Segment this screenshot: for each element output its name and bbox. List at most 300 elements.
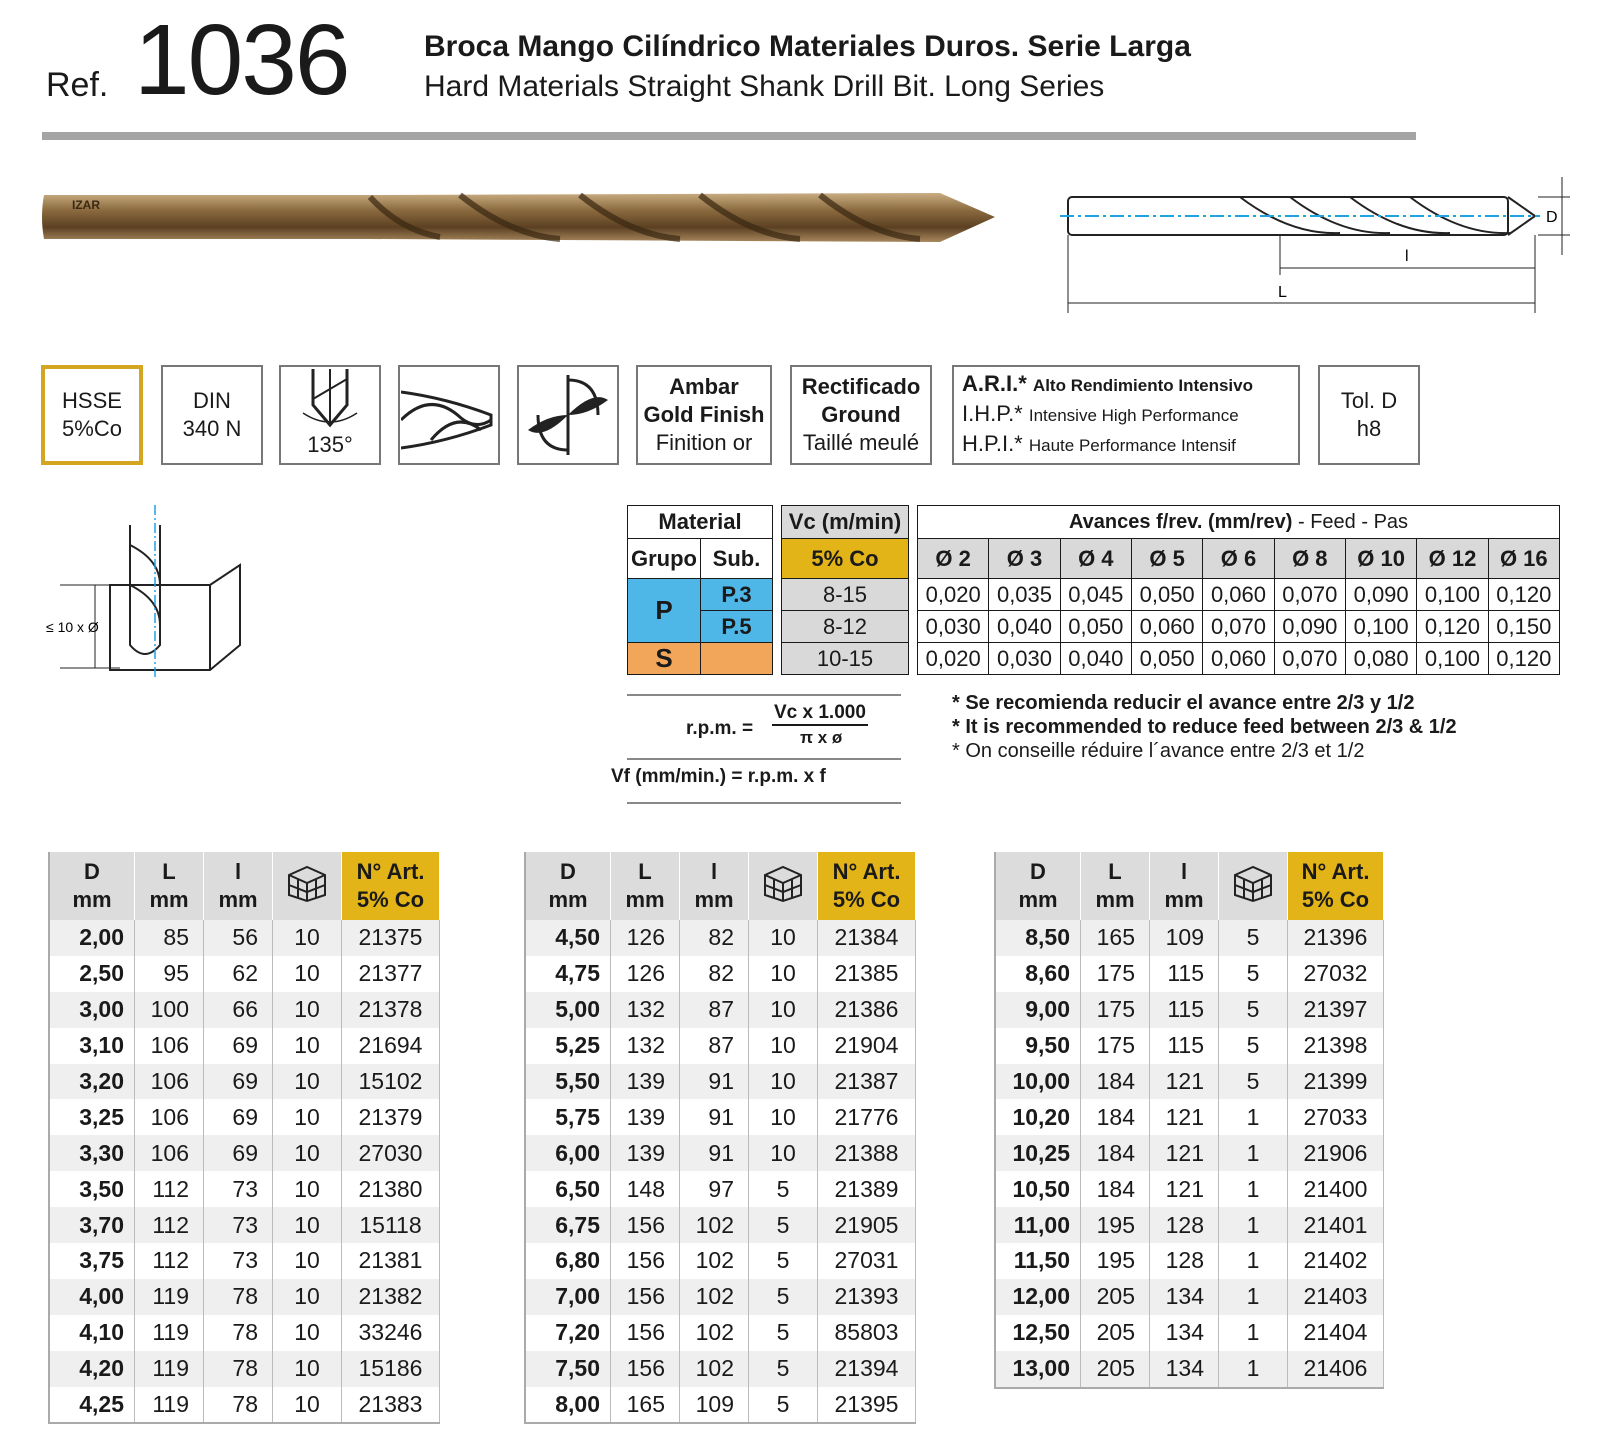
total-length-cell: 205 [1081,1351,1150,1388]
diameter-cell: 3,25 [49,1099,135,1135]
diameter-header: Ø 6 [1203,539,1274,579]
total-length-cell: 165 [611,1387,680,1424]
diameter-cell: 9,50 [995,1028,1081,1064]
total-length-cell: 156 [611,1351,680,1387]
table-row [49,1171,440,1207]
diameter-cell: 11,00 [995,1207,1081,1243]
flute-length-cell: 134 [1150,1279,1219,1315]
diameter-header: Ø 2 [918,539,989,579]
article-number-cell: 15102 [342,1064,440,1100]
pack-qty-cell: 10 [273,920,342,956]
ihp-abbr: I.H.P.* [962,401,1023,426]
table-row [49,1207,440,1243]
article-number-cell: 21404 [1288,1315,1384,1351]
ari-line [962,370,1253,400]
article-number-cell: 21379 [342,1099,440,1135]
feed-value: 0,040 [989,611,1060,643]
rpm-label: r.p.m. = [686,718,754,739]
diameter-cell: 6,00 [525,1135,611,1171]
ref-label: Ref. [46,66,109,104]
diameter-cell: 4,50 [525,920,611,956]
pack-qty-cell: 10 [749,1099,818,1135]
total-length-cell: 175 [1081,992,1150,1028]
article-number-cell: 21393 [818,1279,916,1315]
ari-text: Alto Rendimiento Intensivo [1032,376,1253,395]
dimensions-table-2 [524,852,916,1424]
article-number-cell: 21905 [818,1207,916,1243]
feature-ground [790,365,932,465]
diameter-cell: 3,50 [49,1171,135,1207]
flute-length-cell: 82 [680,956,749,992]
feature-finish [636,365,772,465]
dimensions-table-3 [994,852,1384,1389]
article-number-cell: 21394 [818,1351,916,1387]
total-length-cell: 184 [1081,1135,1150,1171]
table-row [49,1243,440,1279]
dim-l-label: l [1405,248,1409,265]
feed-value: 0,100 [1417,643,1488,675]
feature-angle-label: 135° [307,432,353,457]
table-row [525,1171,916,1207]
dims-header-art-line: N° Art. [356,859,425,884]
pack-qty-cell: 10 [749,992,818,1028]
feed-rate-table [917,505,1560,675]
table-row [525,1279,916,1315]
dims-header-d-line: D [84,859,100,884]
article-number-cell: 21386 [818,992,916,1028]
feature-tol-line2: h8 [1356,416,1382,441]
diameter-cell: 7,20 [525,1315,611,1351]
pack-qty-cell: 10 [273,1243,342,1279]
total-length-cell: 132 [611,1028,680,1064]
dim-d-label: D [1546,209,1558,226]
diameter-header: Ø 12 [1417,539,1488,579]
flute-length-cell: 134 [1150,1315,1219,1351]
ihp-line [962,400,1239,430]
diameter-cell: 2,00 [49,920,135,956]
pack-qty-cell: 10 [273,1171,342,1207]
drill-brand: IZAR [72,198,100,212]
dims-header-art-line: 5% Co [356,887,425,912]
table-row [525,992,916,1028]
feed-value: 0,035 [989,579,1060,611]
formula-rule-top [627,694,901,696]
dims-header-l [1150,852,1219,920]
article-number-cell: 21904 [818,1028,916,1064]
package-icon [761,863,805,903]
article-number-cell: 21403 [1288,1279,1384,1315]
dims-header-L-line: L [638,859,652,884]
hpi-line [962,430,1236,460]
article-number-cell: 33246 [342,1315,440,1351]
feed-value: 0,070 [1274,579,1345,611]
dims-header-l [680,852,749,920]
total-length-cell: 156 [611,1315,680,1351]
table-row [49,1135,440,1171]
article-number-cell: 21399 [1288,1064,1384,1100]
total-length-cell: 148 [611,1171,680,1207]
total-length-cell: 106 [135,1135,204,1171]
feed-value: 0,060 [1203,643,1274,675]
group-s: S [628,643,701,675]
package-icon [285,863,329,903]
feature-finish-es: Ambar [669,374,739,399]
table-row [525,1028,916,1064]
feed-value: 0,070 [1274,643,1345,675]
vc-sub-header: 5% Co [782,539,909,579]
feed-value: 0,040 [1060,643,1131,675]
table-row [49,1351,440,1387]
table-row [49,956,440,992]
pack-qty-cell: 10 [273,1064,342,1100]
pack-qty-cell: 1 [1219,1135,1288,1171]
feed-value: 0,150 [1488,611,1559,643]
pack-qty-cell: 5 [749,1243,818,1279]
total-length-cell: 139 [611,1064,680,1100]
diameter-cell: 10,20 [995,1099,1081,1135]
article-number-cell: 21694 [342,1028,440,1064]
article-number-cell: 27033 [1288,1099,1384,1135]
flute-length-cell: 73 [204,1207,273,1243]
total-length-cell: 126 [611,920,680,956]
diameter-cell: 3,10 [49,1028,135,1064]
article-number-cell: 21389 [818,1171,916,1207]
dims-header-box [273,852,342,920]
diameter-cell: 5,00 [525,992,611,1028]
total-length-cell: 184 [1081,1064,1150,1100]
pack-qty-cell: 1 [1219,1243,1288,1279]
feature-cross-section [517,365,619,465]
dims-header-d-line: mm [1018,887,1058,912]
diameter-header: Ø 10 [1345,539,1416,579]
flute-length-cell: 115 [1150,1028,1219,1064]
dims-header-l [204,852,273,920]
total-length-cell: 119 [135,1387,204,1424]
feed-value: 0,050 [1131,643,1202,675]
diameter-cell: 9,00 [995,992,1081,1028]
twist-flute-icon [401,370,497,460]
feed-value: 0,050 [1131,579,1202,611]
pack-qty-cell: 10 [273,1099,342,1135]
table-row [49,1387,440,1424]
article-number-cell: 21397 [1288,992,1384,1028]
feed-value: 0,080 [1345,643,1416,675]
total-length-cell: 106 [135,1028,204,1064]
pack-qty-cell: 10 [749,1064,818,1100]
flute-length-cell: 73 [204,1171,273,1207]
pack-qty-cell: 1 [1219,1315,1288,1351]
pack-qty-cell: 5 [1219,956,1288,992]
total-length-cell: 175 [1081,1028,1150,1064]
dims-header-L-line: mm [1095,887,1135,912]
pack-qty-cell: 5 [1219,992,1288,1028]
flute-length-cell: 78 [204,1315,273,1351]
article-number-cell: 21401 [1288,1207,1384,1243]
dims-header-L-line: L [162,859,176,884]
drill-cross-section-icon [523,370,613,460]
total-length-cell: 205 [1081,1279,1150,1315]
table-row [995,1099,1384,1135]
feed-value: 0,120 [1488,643,1559,675]
flute-length-cell: 109 [680,1387,749,1424]
total-length-cell: 106 [135,1099,204,1135]
total-length-cell: 175 [1081,956,1150,992]
pack-qty-cell: 5 [749,1171,818,1207]
pack-qty-cell: 10 [749,1135,818,1171]
pack-qty-cell: 10 [749,920,818,956]
feed-value: 0,030 [918,611,989,643]
diameter-cell: 7,00 [525,1279,611,1315]
table-row [49,1099,440,1135]
pack-qty-cell: 5 [1219,920,1288,956]
table-row [525,920,916,956]
feed-value: 0,050 [1060,611,1131,643]
article-number-cell: 21378 [342,992,440,1028]
dims-header-art [1288,852,1384,920]
feed-value: 0,020 [918,579,989,611]
flute-length-cell: 78 [204,1387,273,1424]
formula-rule-mid [627,758,901,760]
pack-qty-cell: 1 [1219,1351,1288,1388]
diameter-cell: 11,50 [995,1243,1081,1279]
feed-value: 0,045 [1060,579,1131,611]
diameter-cell: 4,75 [525,956,611,992]
feed-header-avances: Avances [1068,510,1151,533]
pack-qty-cell: 5 [749,1351,818,1387]
dims-header-box [1219,852,1288,920]
dims-header-d [525,852,611,920]
formula-rule-bottom [627,802,901,804]
diameter-cell: 6,75 [525,1207,611,1243]
flute-length-cell: 121 [1150,1135,1219,1171]
total-length-cell: 156 [611,1243,680,1279]
feed-value: 0,100 [1417,579,1488,611]
dims-header-l-line: l [1180,859,1188,884]
dims-header-art-line: N° Art. [1301,859,1370,884]
feature-hsse-line2: 5%Co [62,416,122,441]
diameter-cell: 8,50 [995,920,1081,956]
diameter-cell: 3,30 [49,1135,135,1171]
table-row [995,1243,1384,1279]
pack-qty-cell: 1 [1219,1207,1288,1243]
article-number-cell: 15186 [342,1351,440,1387]
diameter-cell: 6,50 [525,1171,611,1207]
dims-header-L [135,852,204,920]
dims-header-l-line: l [234,859,242,884]
article-number-cell: 21906 [1288,1135,1384,1171]
diameter-cell: 3,70 [49,1207,135,1243]
sub-p5: P.5 [701,611,773,643]
flute-length-cell: 121 [1150,1171,1219,1207]
sub-p3: P.3 [701,579,773,611]
total-length-cell: 184 [1081,1171,1150,1207]
ihp-text: Intensive High Performance [1028,406,1239,425]
flute-length-cell: 69 [204,1064,273,1100]
pack-qty-cell: 5 [1219,1064,1288,1100]
pack-qty-cell: 10 [273,956,342,992]
feed-value: 0,060 [1131,611,1202,643]
diameter-header: Ø 3 [989,539,1060,579]
feature-finish-en: Gold Finish [643,402,765,427]
pack-qty-cell: 10 [749,956,818,992]
dims-header-l-line: mm [1164,887,1204,912]
total-length-cell: 106 [135,1064,204,1100]
rpm-denominator: π x ø [800,728,843,747]
table-row [49,1279,440,1315]
diameter-cell: 2,50 [49,956,135,992]
article-number-cell: 27031 [818,1243,916,1279]
total-length-cell: 139 [611,1099,680,1135]
hpi-abbr: H.P.I.* [962,431,1023,456]
feature-ground-es: Rectificado [801,374,921,399]
feed-value: 0,100 [1345,611,1416,643]
note-es: * Se recomienda reducir el avance entre 2/3 y 1/2 [952,692,1415,714]
total-length-cell: 119 [135,1351,204,1387]
article-number-cell: 21387 [818,1064,916,1100]
flute-length-cell: 69 [204,1028,273,1064]
point-angle-icon [295,369,365,431]
total-length-cell: 156 [611,1207,680,1243]
feature-hsse [41,365,143,465]
pack-qty-cell: 1 [1219,1171,1288,1207]
table-row [49,1028,440,1064]
flute-length-cell: 78 [204,1279,273,1315]
table-row [995,992,1384,1028]
dims-header-row [525,852,916,920]
flute-length-cell: 78 [204,1351,273,1387]
table-row [49,920,440,956]
diameter-cell: 3,20 [49,1064,135,1100]
dims-header-l-line: mm [694,887,734,912]
flute-length-cell: 69 [204,1099,273,1135]
feature-din [161,365,263,465]
total-length-cell: 156 [611,1279,680,1315]
article-number-cell: 21375 [342,920,440,956]
feature-ground-en: Ground [821,402,901,427]
feed-row-p3 [918,579,1560,611]
total-length-cell: 112 [135,1207,204,1243]
dims-header-art [342,852,440,920]
vc-p3: 8-15 [782,579,909,611]
dims-header-d-line: D [1030,859,1046,884]
diameter-cell: 5,25 [525,1028,611,1064]
feature-tolerance [1318,365,1420,465]
feed-row-p5 [918,611,1560,643]
diameter-cell: 4,00 [49,1279,135,1315]
article-number-cell: 21382 [342,1279,440,1315]
ari-abbr: A.R.I.* [962,371,1027,396]
pack-qty-cell: 10 [273,1315,342,1351]
pack-qty-cell: 10 [273,1028,342,1064]
article-number-cell: 21776 [818,1099,916,1135]
total-length-cell: 100 [135,992,204,1028]
hpi-text: Haute Performance Intensif [1028,436,1236,455]
diameter-header: Ø 5 [1131,539,1202,579]
pack-qty-cell: 5 [749,1279,818,1315]
feature-ground-fr: Taillé meulé [802,430,920,455]
total-length-cell: 112 [135,1171,204,1207]
flute-length-cell: 66 [204,992,273,1028]
diameter-cell: 3,00 [49,992,135,1028]
dims-header-d [49,852,135,920]
table-row [525,1351,916,1387]
total-length-cell: 126 [611,956,680,992]
table-row [995,1207,1384,1243]
table-row [525,1387,916,1424]
table-row [49,992,440,1028]
vc-p5: 8-12 [782,611,909,643]
diameter-cell: 5,50 [525,1064,611,1100]
feed-value: 0,090 [1274,611,1345,643]
drill-bit-illustration [40,185,1000,255]
diameter-cell: 6,80 [525,1243,611,1279]
vf-formula: Vf (mm/min.) = r.p.m. x f [611,766,826,787]
diameter-cell: 8,60 [995,956,1081,992]
flute-length-cell: 102 [680,1315,749,1351]
note-fr: * On conseille réduire l´avance entre 2/3 et 1/2 [952,740,1365,762]
diameter-cell: 10,50 [995,1171,1081,1207]
pack-qty-cell: 10 [273,1135,342,1171]
title-english: Hard Materials Straight Shank Drill Bit. Long Series [424,70,1105,103]
total-length-cell: 184 [1081,1099,1150,1135]
article-number-cell: 21388 [818,1135,916,1171]
table-row [525,956,916,992]
table-row [995,1064,1384,1100]
flute-length-cell: 115 [1150,956,1219,992]
flute-length-cell: 102 [680,1207,749,1243]
feature-flute [398,365,500,465]
table-row [525,1207,916,1243]
feed-value: 0,060 [1203,579,1274,611]
feed-value: 0,120 [1417,611,1488,643]
dims-header-art-line: N° Art. [832,859,901,884]
dims-header-d-line: D [560,859,576,884]
table-row [995,920,1384,956]
dims-header-L [611,852,680,920]
sub-header: Sub. [701,539,773,579]
table-row [525,1099,916,1135]
article-number-cell: 21381 [342,1243,440,1279]
feed-value: 0,090 [1345,579,1416,611]
flute-length-cell: 73 [204,1243,273,1279]
table-row [525,1064,916,1100]
table-row [525,1243,916,1279]
dims-header-art-line: 5% Co [1301,887,1370,912]
flute-length-cell: 87 [680,1028,749,1064]
diameter-cell: 12,00 [995,1279,1081,1315]
dims-header-art [818,852,916,920]
table-row [995,1028,1384,1064]
diameter-cell: 7,50 [525,1351,611,1387]
feature-finish-fr: Finition or [655,430,753,455]
diameter-cell: 4,20 [49,1351,135,1387]
feed-value: 0,070 [1203,611,1274,643]
flute-length-cell: 97 [680,1171,749,1207]
flute-length-cell: 69 [204,1135,273,1171]
flute-length-cell: 134 [1150,1351,1219,1388]
drill-dimension-drawing [1060,175,1580,325]
diameter-header: Ø 16 [1488,539,1559,579]
dims-header-l-line: mm [218,887,258,912]
diameter-header: Ø 8 [1274,539,1345,579]
dims-header-L-line: mm [625,887,665,912]
flute-length-cell: 91 [680,1099,749,1135]
article-number-cell: 27030 [342,1135,440,1171]
total-length-cell: 85 [135,920,204,956]
flute-length-cell: 82 [680,920,749,956]
article-number-cell: 21395 [818,1387,916,1424]
feed-header-frev: f/rev. [1156,510,1203,533]
